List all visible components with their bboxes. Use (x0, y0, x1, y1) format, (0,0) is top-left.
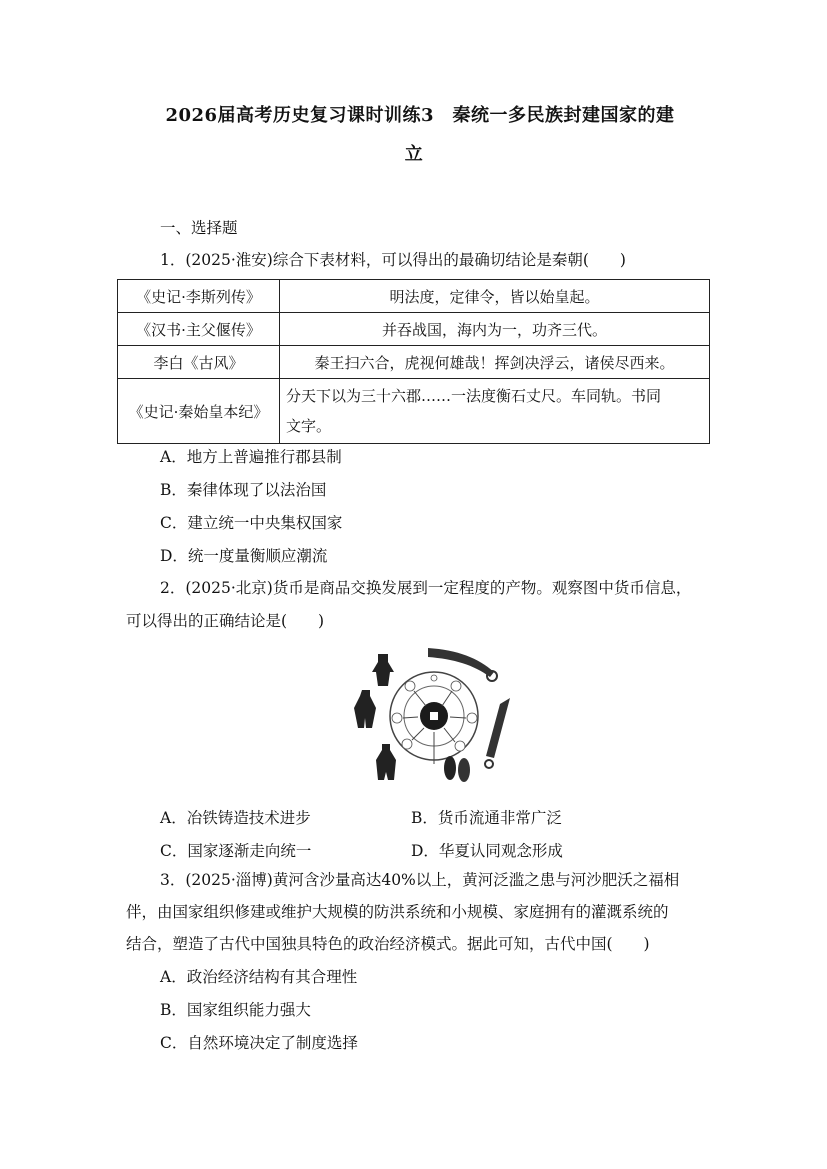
text-cell-line: 分天下以为三十六郡……一法度衡石丈尺。车同轨。书同 (286, 387, 662, 405)
question-2-stem: 2．(2025·北京)货币是商品交换发展到一定程度的产物。观察图中货币信息， (160, 579, 692, 597)
page-title: 2026届高考历史复习课时训练3 秦统一多民族封建国家的建 (165, 105, 675, 126)
page-title-continued: 立 (404, 144, 424, 165)
q3-option-a: A．政治经济结构有其合理性 (160, 968, 358, 986)
q1-option-c: C．建立统一中央集权国家 (160, 514, 343, 532)
q2-option-c: C．国家逐渐走向统一 (160, 842, 312, 860)
q2-option-a: A．冶铁铸造技术进步 (160, 809, 311, 827)
text-cell: 秦王扫六合，虎视何雄哉！挥剑决浮云，诸侯尽西来。 (280, 346, 710, 379)
question-2-stem-continued: 可以得出的正确结论是( ) (126, 612, 325, 630)
q3-option-b: B．国家组织能力强大 (160, 1001, 311, 1019)
q3-option-c: C．自然环境决定了制度选择 (160, 1034, 358, 1052)
source-table (117, 279, 710, 444)
text-cell: 明法度，定律令，皆以始皇起。 (280, 280, 710, 313)
q1-option-d: D．统一度量衡顺应潮流 (160, 547, 328, 565)
ancient-currency-figure (352, 646, 522, 786)
question-1-stem: 1．(2025·淮安)综合下表材料，可以得出的最确切结论是秦朝( ) (160, 251, 626, 269)
table-row (118, 379, 710, 444)
q1-option-a: A．地方上普遍推行郡县制 (160, 448, 342, 466)
q1-option-b: B．秦律体现了以法治国 (160, 481, 327, 499)
section-heading: 一、选择题 (160, 219, 238, 237)
text-cell (280, 379, 710, 444)
source-cell: 李白《古风》 (118, 346, 280, 379)
text-cell: 并吞战国，海内为一，功齐三代。 (280, 313, 710, 346)
question-3-stem-continued: 伴，由国家组织修建或维护大规模的防洪系统和小规模、家庭拥有的灌溉系统的 (126, 903, 669, 921)
source-cell: 《史记·李斯列传》 (118, 280, 280, 313)
question-3-stem-continued: 结合，塑造了古代中国独具特色的政治经济模式。据此可知，古代中国( ) (126, 935, 650, 953)
q2-option-d: D．华夏认同观念形成 (411, 842, 563, 860)
table-row (118, 313, 710, 346)
q2-option-b: B．货币流通非常广泛 (411, 809, 562, 827)
question-3-stem: 3．(2025·淄博)黄河含沙量高达40%以上，黄河泛滥之患与河沙肥沃之福相 (160, 871, 680, 889)
table-row (118, 346, 710, 379)
table-row (118, 280, 710, 313)
source-cell: 《汉书·主父偃传》 (118, 313, 280, 346)
source-cell: 《史记·秦始皇本纪》 (118, 379, 280, 444)
text-cell-line: 文字。 (286, 417, 332, 435)
